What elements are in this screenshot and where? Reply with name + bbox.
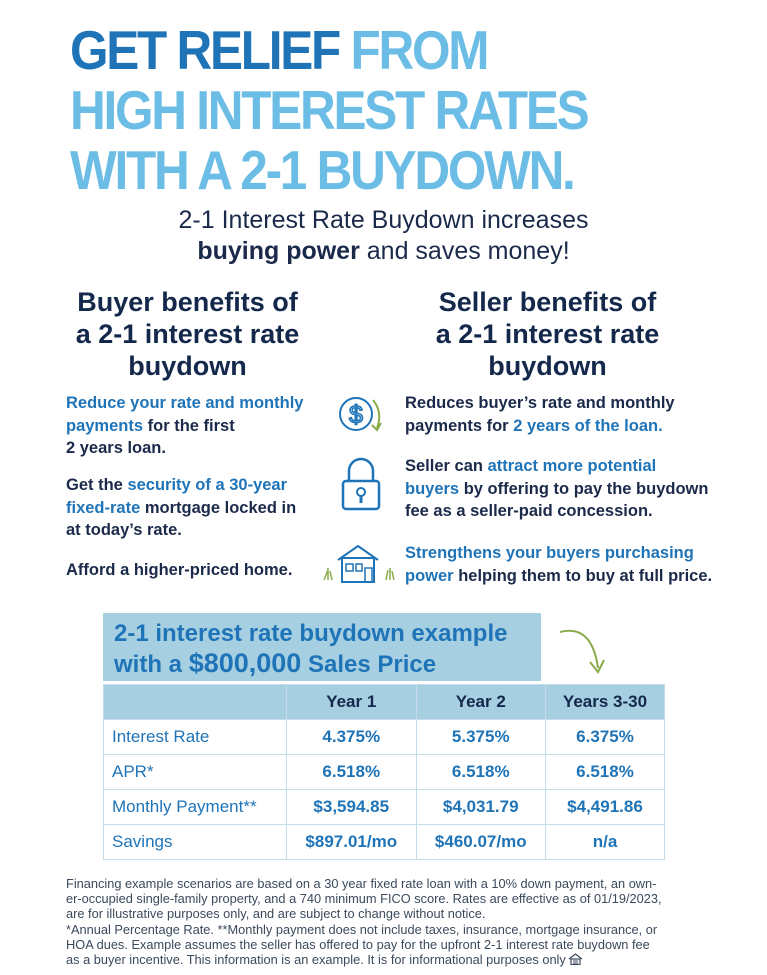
cell-value: 6.518% — [416, 755, 546, 790]
seller-benefit-2-pre: Seller can — [405, 457, 483, 475]
seller-heading-l3: buydown — [488, 351, 607, 381]
buyer-heading-l3: buydown — [128, 351, 247, 381]
cell-value: $460.07/mo — [416, 825, 546, 860]
disclaimer-l3: are for illustrative purposes only, and are subject to change without notice. — [66, 906, 486, 922]
seller-benefit-2-rest: by offering to pay the buydown — [463, 479, 709, 498]
buyer-benefit-2-hl: security of a 30-year — [127, 476, 288, 494]
buyer-benefit-2-rest2: at today’s rate. — [66, 521, 182, 539]
buyer-benefit-1-hl: Reduce your rate and monthly — [66, 394, 304, 412]
subtitle — [0, 205, 767, 267]
table-header-row — [104, 685, 665, 720]
seller-heading — [405, 286, 690, 382]
banner-line2 — [114, 648, 436, 680]
seller-benefit-1 — [405, 392, 735, 437]
cell-value: n/a — [546, 825, 665, 860]
headline-line3: WITH A 2-1 BUYDOWN. — [70, 139, 574, 201]
headline-light: FROM — [350, 19, 488, 81]
cell-value: $897.01/mo — [287, 825, 417, 860]
table-header-year1: Year 1 — [287, 685, 417, 720]
dollar-arrow-icon — [337, 392, 389, 440]
subtitle-line1: 2-1 Interest Rate Buydown increases — [178, 206, 589, 234]
subtitle-rest: and saves money! — [366, 237, 570, 265]
disclaimer-l2: er-occupied single-family property, and a 740 minimum FICO score. Rates are effective as of 01/19/2023, — [66, 891, 662, 907]
seller-benefit-3-hl2: power — [405, 566, 454, 585]
seller-benefit-3-rest: helping them to buy at full price. — [458, 566, 713, 585]
banner-post: Sales Price — [307, 651, 437, 678]
cell-value: $4,491.86 — [546, 790, 665, 825]
cell-value: $3,594.85 — [287, 790, 417, 825]
seller-benefit-1-hl: 2 years of the loan. — [513, 416, 663, 435]
buyer-heading-l1: Buyer benefits of — [77, 287, 298, 317]
buyer-benefit-2-hl2: fixed-rate — [66, 498, 141, 517]
disclaimer-l5: HOA dues. Example assumes the seller has offered to pay for the upfront 2-1 interest rate buydown fee — [66, 936, 650, 952]
buyer-benefit-2-rest: mortgage locked in — [144, 498, 297, 517]
buyer-heading-l2: a 2-1 interest rate — [75, 319, 300, 349]
table-row — [104, 790, 665, 825]
house-icon — [320, 540, 400, 588]
banner-price: $800,000 — [188, 648, 302, 678]
seller-benefit-1-pre: payments for — [405, 416, 509, 435]
buyer-benefit-1-rest: for the first — [147, 416, 235, 435]
table-row — [104, 720, 665, 755]
disclaimer-l4: *Annual Percentage Rate. **Monthly payment does not include taxes, insurance, mortgage insurance, or — [66, 921, 658, 937]
equal-housing-icon — [568, 953, 583, 965]
seller-heading-l1: Seller benefits of — [438, 287, 657, 317]
cell-value: 4.375% — [287, 720, 417, 755]
subtitle-bold: buying power — [197, 237, 360, 265]
table-header-year2: Year 2 — [416, 685, 546, 720]
cell-value: 5.375% — [416, 720, 546, 755]
buyer-benefit-1-rest2: 2 years loan. — [66, 439, 166, 457]
curved-arrow-icon — [556, 622, 612, 678]
table-row — [104, 755, 665, 790]
buyer-benefit-3: Afford a higher-priced home. — [66, 561, 293, 579]
seller-benefit-3 — [405, 542, 745, 587]
table-row — [104, 825, 665, 860]
row-label: Savings — [104, 825, 287, 860]
table-header-blank — [104, 685, 287, 720]
headline-dark: GET RELIEF — [70, 19, 340, 81]
buyer-heading — [60, 286, 315, 382]
banner-pre: with a — [114, 651, 183, 678]
cell-value: 6.518% — [546, 755, 665, 790]
buyer-benefit-2-pre: Get the — [66, 476, 123, 494]
cell-value: 6.518% — [287, 755, 417, 790]
buyer-benefit-2 — [66, 474, 326, 542]
disclaimer-l6: as a buyer incentive. This information is an example. It is for informational purposes only — [66, 952, 566, 968]
row-label: Interest Rate — [104, 720, 287, 755]
banner-line1: 2-1 interest rate buydown example — [114, 620, 508, 647]
disclaimer-l1: Financing example scenarios are based on a 30 year fixed rate loan with a 10% down payment, an own- — [66, 876, 657, 891]
seller-heading-l2: a 2-1 interest rate — [435, 319, 660, 349]
buyer-benefit-1 — [66, 392, 326, 460]
example-banner — [103, 613, 541, 681]
seller-benefit-2-hl: attract more potential — [487, 457, 657, 475]
cell-value: 6.375% — [546, 720, 665, 755]
buyer-benefit-1-hl2: payments — [66, 416, 144, 435]
seller-benefit-3-hl: Strengthens your buyers purchasing — [405, 544, 694, 562]
seller-benefit-2-l3: fee as a seller-paid concession. — [405, 502, 653, 520]
headline-line2: HIGH INTEREST RATES — [70, 79, 588, 141]
row-label: Monthly Payment** — [104, 790, 287, 825]
headline — [70, 20, 587, 200]
seller-benefit-1-l1: Reduces buyer’s rate and monthly — [405, 394, 675, 412]
cell-value: $4,031.79 — [416, 790, 546, 825]
svg-text:$: $ — [349, 401, 363, 429]
seller-benefit-2 — [405, 455, 735, 523]
padlock-icon — [339, 457, 383, 513]
table-header-years3-30: Years 3-30 — [546, 685, 665, 720]
seller-benefit-2-hl2: buyers — [405, 479, 460, 498]
buydown-table — [103, 684, 665, 860]
row-label: APR* — [104, 755, 287, 790]
disclaimer — [66, 876, 716, 967]
